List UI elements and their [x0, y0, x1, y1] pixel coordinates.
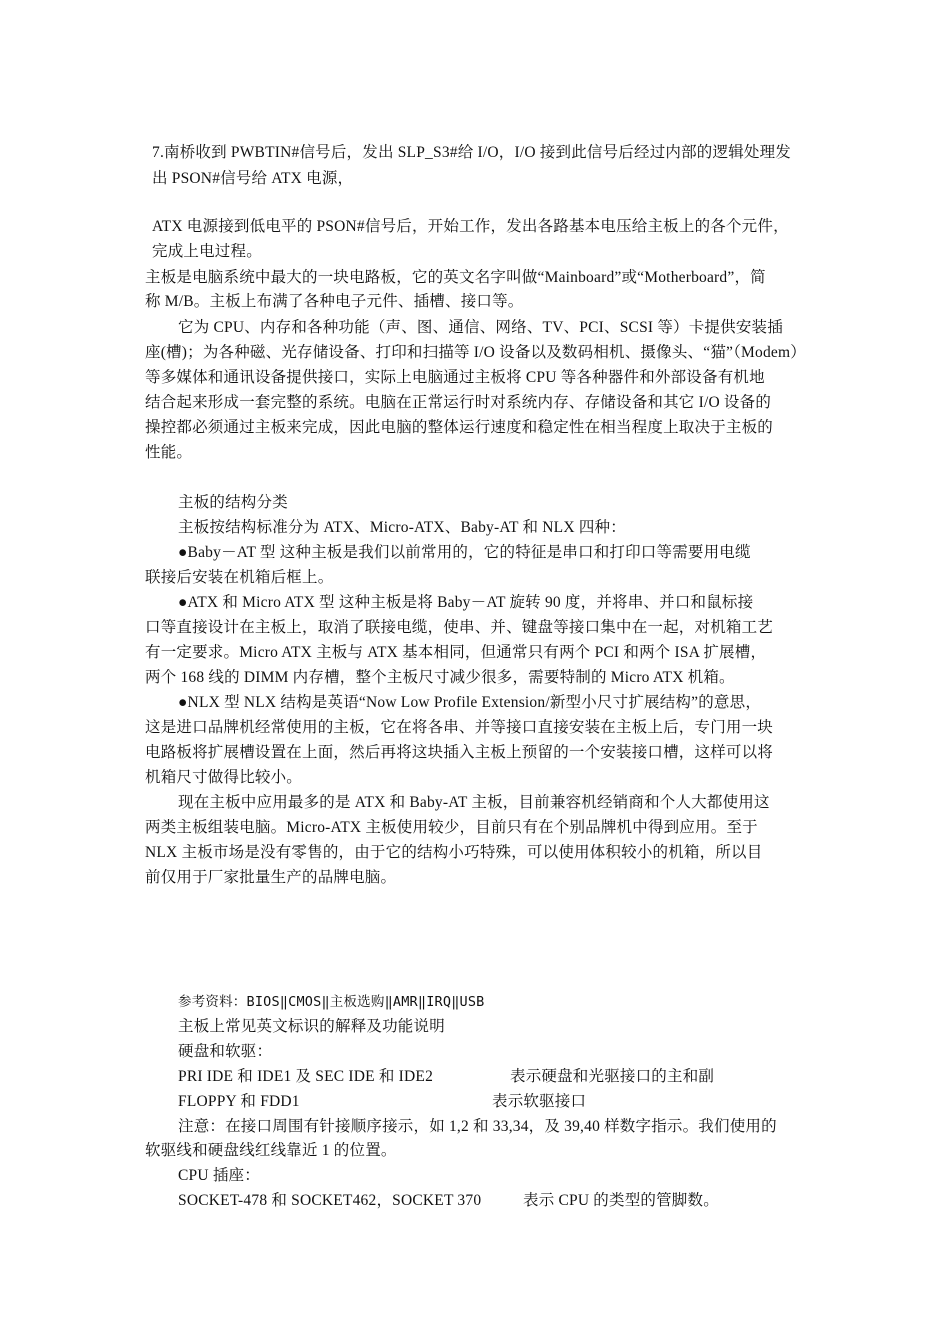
mainboard-line7: 操控都必须通过主板来完成，因此电脑的整体运行速度和稳定性在相当程度上取决于主板的 [145, 419, 774, 436]
ide-label: PRI IDE 和 IDE1 及 SEC IDE 和 IDE2 [178, 1068, 434, 1085]
current-use-line2: 两类主板组装电脑。Micro-ATX 主板使用较少，目前只有在个别品牌机中得到应用。至于 [145, 819, 758, 836]
structure-intro: 主板按结构标准分为 ATX、Micro-ATX、Baby-AT 和 NLX 四种： [178, 519, 626, 536]
intro-p1-line1: 7.南桥收到 PWBTIN#信号后，发出 SLP_S3#给 I/O，I/O 接到此信号后经过内部的逻辑处理发 [152, 144, 791, 161]
mainboard-line4: 座(槽)；为各种磁、光存储设备、打印和扫描等 I/O 设备以及数码相机、摄像头、“猫”（Modem） [145, 344, 806, 361]
note-line1: 注意：在接口周围有针接顺序接示，如 1,2 和 33,34，及 39,40 样数字指示。我们使用的 [178, 1118, 777, 1135]
note-line2: 软驱线和硬盘线红线靠近 1 的位置。 [145, 1142, 397, 1159]
nlx-line2: 这是进口品牌机经常使用的主板，它在将各串、并等接口直接安装在主板上后，专门用一块 [145, 719, 774, 736]
disk-heading: 硬盘和软驱： [178, 1043, 273, 1060]
atx-line4: 两个 168 线的 DIMM 内存槽，整个主板尺寸减少很多，需要特制的 Micro ATX 机箱。 [145, 669, 735, 686]
ide-description: 表示硬盘和光驱接口的主和副 [510, 1068, 715, 1085]
mainboard-line5: 等多媒体和通讯设备提供接口，实际上电脑通过主板将 CPU 等各种器件和外部设备有机地 [145, 369, 765, 386]
structure-heading: 主板的结构分类 [178, 494, 288, 511]
nlx-line4: 机箱尺寸做得比较小。 [145, 769, 303, 786]
mainboard-line1: 主板是电脑系统中最大的一块电路板，它的英文名字叫做“Mainboard”或“Motherboard”，简 [145, 269, 766, 286]
intro-p2-line1: ATX 电源接到低电平的 PSON#信号后，开始工作，发出各路基本电压给主板上的各个元件， [152, 218, 789, 235]
current-use-line1: 现在主板中应用最多的是 ATX 和 Baby-AT 主板，目前兼容机经销商和个人大都使用这 [178, 794, 770, 811]
intro-p2-line2: 完成上电过程。 [152, 243, 262, 260]
atx-line1: ●ATX 和 Micro ATX 型 这种主板是将 Baby－AT 旋转 90 度，并将串、并口和鼠标接 [178, 594, 754, 611]
reference-links: 参考资料：BIOS‖CMOS‖主板选购‖AMR‖IRQ‖USB [178, 994, 485, 1010]
mainboard-line2: 称 M/B。主板上布满了各种电子元件、插槽、接口等。 [145, 293, 524, 310]
baby-at-line1: ●Baby－AT 型 这种主板是我们以前常用的，它的特征是串口和打印口等需要用电缆 [178, 544, 751, 561]
cpu-heading: CPU 插座： [178, 1167, 260, 1184]
atx-line2: 口等直接设计在主板上，取消了联接电缆，使串、并、键盘等接口集中在一起，对机箱工艺 [145, 619, 774, 636]
baby-at-line2: 联接后安装在机箱后框上。 [145, 569, 334, 586]
floppy-label: FLOPPY 和 FDD1 [178, 1093, 300, 1110]
mainboard-line3: 它为 CPU、内存和各种功能（声、图、通信、网络、TV、PCI、SCSI 等）卡提供安装插 [178, 319, 783, 336]
mainboard-line8: 性能。 [145, 444, 193, 461]
atx-line3: 有一定要求。Micro ATX 主板与 ATX 基本相同，但通常只有两个 PCI 和两个 ISA 扩展槽， [145, 644, 767, 661]
current-use-line3: NLX 主板市场是没有零售的，由于它的结构小巧特殊，可以使用体积较小的机箱，所以目 [145, 844, 763, 861]
nlx-line1: ●NLX 型 NLX 结构是英语“Now Low Profile Extension/新型小尺寸扩展结构”的意思， [178, 694, 762, 711]
nlx-line3: 电路板将扩展槽设置在上面，然后再将这块插入主板上预留的一个安装接口槽，这样可以将 [145, 744, 774, 761]
intro-p1-line2: 出 PSON#信号给 ATX 电源， [152, 170, 354, 187]
socket-label: SOCKET-478 和 SOCKET462，SOCKET 370 [178, 1192, 482, 1209]
mainboard-line6: 结合起来形成一套完整的系统。电脑在正常运行时对系统内存、存储设备和其它 I/O 设备的 [145, 394, 772, 411]
current-use-line4: 前仅用于厂家批量生产的品牌电脑。 [145, 869, 397, 886]
floppy-description: 表示软驱接口 [492, 1093, 587, 1110]
reference-title: 主板上常见英文标识的解释及功能说明 [178, 1018, 445, 1035]
socket-description: 表示 CPU 的类型的管脚数。 [523, 1192, 719, 1209]
